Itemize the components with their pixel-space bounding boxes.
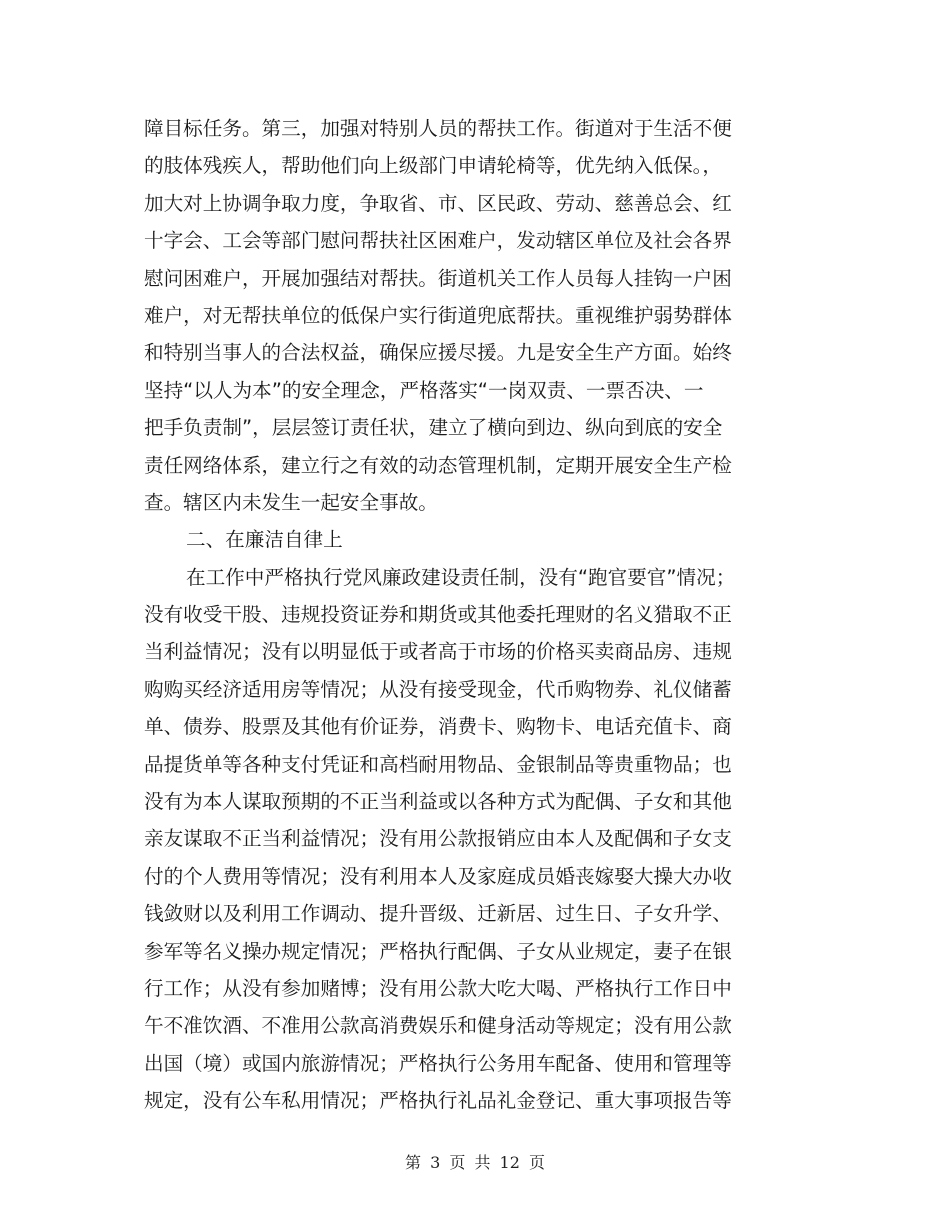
text-line: 亲友谋取不正当利益情况；没有用公款报销应由本人及配偶和子女支	[144, 827, 732, 851]
text-line: 在工作中严格执行党风廉政建设责任制，没有“跑官要官”情况；	[186, 565, 736, 589]
page-footer: 第 3 页 共 12 页	[405, 1153, 545, 1172]
text-line: 当利益情况；没有以明显低于或者高于市场的价格买卖商品房、违规	[144, 640, 732, 664]
text-line: 把手负责制”，层层签订责任状，建立了横向到边、纵向到底的安全	[144, 416, 723, 440]
text-line: 责任网络体系，建立行之有效的动态管理机制，定期开展安全生产检	[144, 453, 732, 477]
text-line: 和特别当事人的合法权益，确保应援尽援。九是安全生产方面。始终	[144, 341, 732, 365]
text-line: 参军等名义操办规定情况；严格执行配偶、子女从业规定，妻子在银	[144, 939, 732, 963]
text-line: 付的个人费用等情况；没有利用本人及家庭成员婚丧嫁娶大操大办收	[144, 864, 732, 888]
text-line: 二、在廉洁自律上	[186, 528, 343, 552]
text-line: 没有为本人谋取预期的不正当利益或以各种方式为配偶、子女和其他	[144, 790, 732, 814]
text-line: 十字会、工会等部门慰问帮扶社区困难户，发动辖区单位及社会各界	[144, 229, 732, 253]
text-line: 没有收受干股、违规投资证券和期货或其他委托理财的名义猎取不正	[144, 603, 732, 627]
text-line: 购购买经济适用房等情况；从没有接受现金，代币购物券、礼仪储蓄	[144, 677, 732, 701]
text-line: 规定，没有公车私用情况；严格执行礼品礼金登记、重大事项报告等	[144, 1089, 732, 1113]
text-line: 出国（境）或国内旅游情况；严格执行公务用车配备、使用和管理等	[144, 1051, 732, 1075]
text-line: 障目标任务。第三，加强对特别人员的帮扶工作。街道对于生活不便	[144, 117, 732, 140]
body-text	[144, 110, 804, 1120]
text-line: 品提货单等各种支付凭证和高档耐用物品、金银制品等贵重物品；也	[144, 752, 732, 776]
text-line: 午不准饮酒、不准用公款高消费娱乐和健身活动等规定；没有用公款	[144, 1014, 732, 1038]
text-line: 难户，对无帮扶单位的低保户实行街道兜底帮扶。重视维护弱势群体	[144, 303, 732, 327]
text-line: 钱敛财以及利用工作调动、提升晋级、迁新居、过生日、子女升学、	[144, 902, 732, 926]
text-line: 单、债券、股票及其他有价证券，消费卡、购物卡、电话充值卡、商	[144, 715, 732, 739]
text-line: 查。辖区内未发生一起安全事故。	[144, 490, 438, 514]
text-line: 的肢体残疾人，帮助他们向上级部门申请轮椅等，优先纳入低保。，	[144, 154, 723, 178]
text-line: 加大对上协调争取力度，争取省、市、区民政、劳动、慈善总会、红	[144, 191, 732, 215]
text-line: 行工作；从没有参加赌博；没有用公款大吃大喝、严格执行工作日中	[144, 976, 732, 1000]
text-line: 慰问困难户，开展加强结对帮扶。街道机关工作人员每人挂钩一户困	[144, 266, 732, 290]
text-line: 坚持“以人为本”的安全理念，严格落实“一岗双责、一票否决、一	[144, 378, 704, 402]
